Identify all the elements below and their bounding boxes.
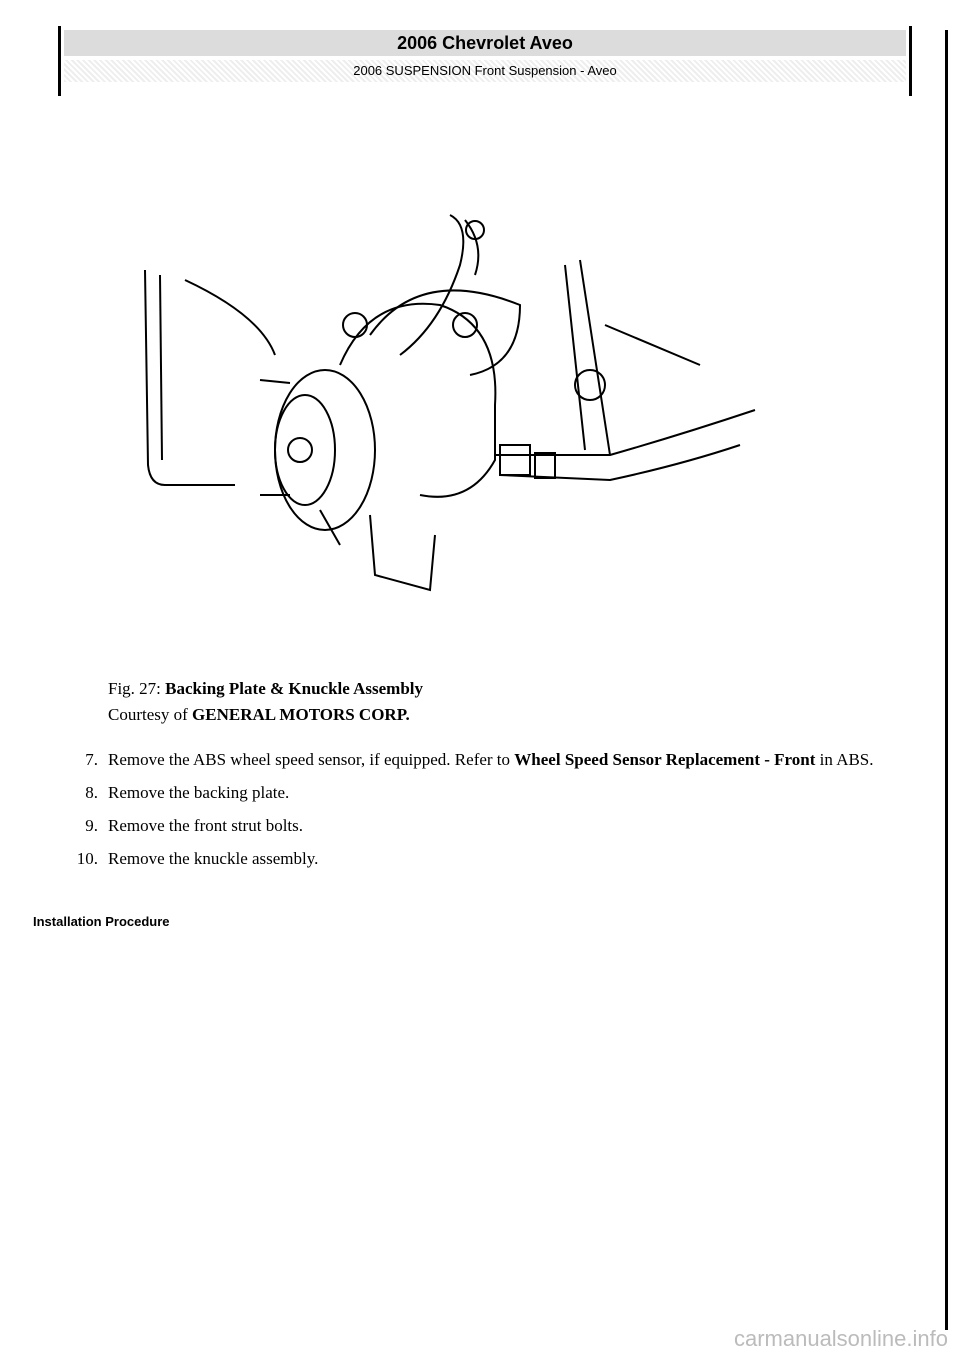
procedure-steps (60, 748, 880, 880)
step-item: 8. Remove the backing plate. (85, 783, 290, 802)
figure-caption (108, 676, 423, 728)
header-title: 2006 Chevrolet Aveo (64, 30, 906, 56)
installation-heading: Installation Procedure (33, 914, 170, 929)
watermark: carmanualsonline.info (733, 1326, 948, 1351)
step-item: 9. Remove the front strut bolts. (85, 816, 304, 835)
header-subtitle: 2006 SUSPENSION Front Suspension - Aveo (64, 60, 906, 82)
wheel-speed-sensor-link[interactable]: Wheel Speed Sensor Replacement - Front (514, 750, 816, 769)
step-item: 7. Remove the ABS wheel speed sensor, if equipped. Refer to Wheel Speed Sensor Replacement - Front in ABS. (85, 750, 874, 769)
knuckle-assembly-illustration (140, 205, 760, 600)
step-item: 10. Remove the knuckle assembly. (76, 849, 319, 868)
page-border (945, 30, 948, 1330)
figure-title: Fig. 27: Backing Plate & Knuckle Assembly (108, 679, 424, 698)
page-header (58, 26, 912, 96)
figure-courtesy: Courtesy of GENERAL MOTORS CORP. (108, 705, 410, 724)
